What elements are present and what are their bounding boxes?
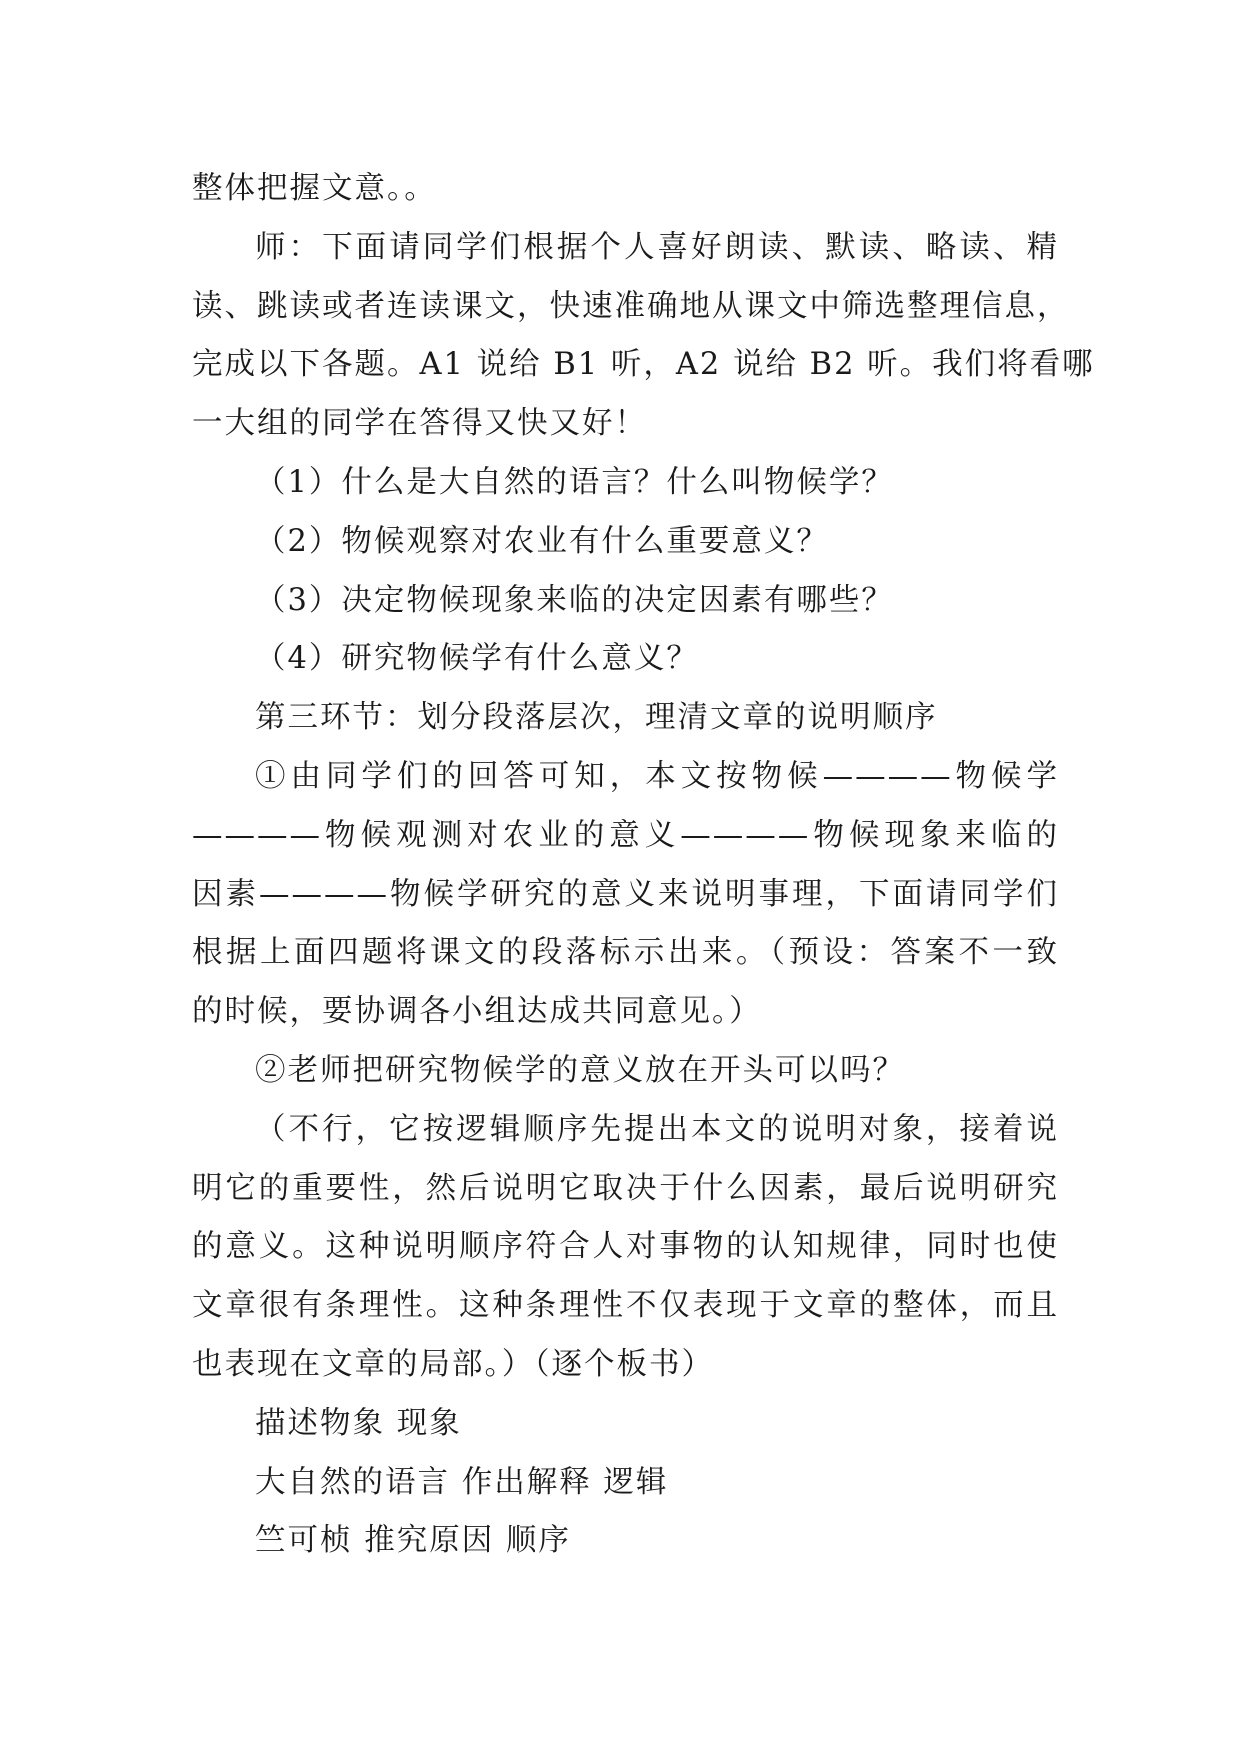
paragraph-line: ②老师把研究物候学的意义放在开头可以吗？ (255, 1052, 905, 1088)
paragraph-line: 整体把握文意。。 (192, 171, 437, 206)
document-body (192, 160, 1095, 1571)
board-note-line: 描述物象 现象 (255, 1405, 462, 1441)
paragraph-line: 文章很有条理性。这种条理性不仅表现于文章的整体，而且 (192, 1288, 1059, 1324)
paragraph-line: ————物候观测对农业的意义————物候现象来临的 (192, 817, 1059, 853)
section-heading: 第三环节：划分段落层次，理清文章的说明顺序 (255, 700, 938, 736)
paragraph-line: 完成以下各题。A1 说给 B1 听，A2 说给 B2 听。我们将看哪 (192, 347, 1095, 383)
paragraph-line: 明它的重要性，然后说明它取决于什么因素，最后说明研究 (192, 1170, 1059, 1206)
paragraph-line: 读、跳读或者连读课文，快速准确地从课文中筛选整理信息， (192, 288, 1070, 324)
paragraph-line: 一大组的同学在答得又快又好！ (192, 406, 647, 442)
paragraph-line: （不行，它按逻辑顺序先提出本文的说明对象，接着说 (255, 1111, 1059, 1147)
paragraph-line: 师：下面请同学们根据个人喜好朗读、默读、略读、精 (255, 229, 1059, 265)
question-line: （2）物候观察对农业有什么重要意义？ (255, 523, 829, 559)
question-line: （3）决定物候现象来临的决定因素有哪些？ (255, 582, 894, 618)
board-note-line: 大自然的语言 作出解释 逻辑 (255, 1464, 669, 1500)
question-line: （4）研究物候学有什么意义？ (255, 641, 699, 677)
question-line: （1）什么是大自然的语言？什么叫物候学？ (255, 464, 894, 500)
paragraph-line: 因素————物候学研究的意义来说明事理，下面请同学们 (192, 876, 1059, 912)
paragraph-line: 根据上面四题将课文的段落标示出来。（预设：答案不一致 (192, 935, 1059, 971)
paragraph-line: 也表现在文章的局部。）（逐个板书） (192, 1346, 714, 1382)
paragraph-line: 的意义。这种说明顺序符合人对事物的认知规律，同时也使 (192, 1229, 1059, 1265)
paragraph-line: 的时候，要协调各小组达成共同意见。） (192, 994, 762, 1030)
paragraph-line: ①由同学们的回答可知，本文按物候————物候学 (255, 758, 1059, 794)
board-note-line: 竺可桢 推究原因 顺序 (255, 1523, 571, 1559)
